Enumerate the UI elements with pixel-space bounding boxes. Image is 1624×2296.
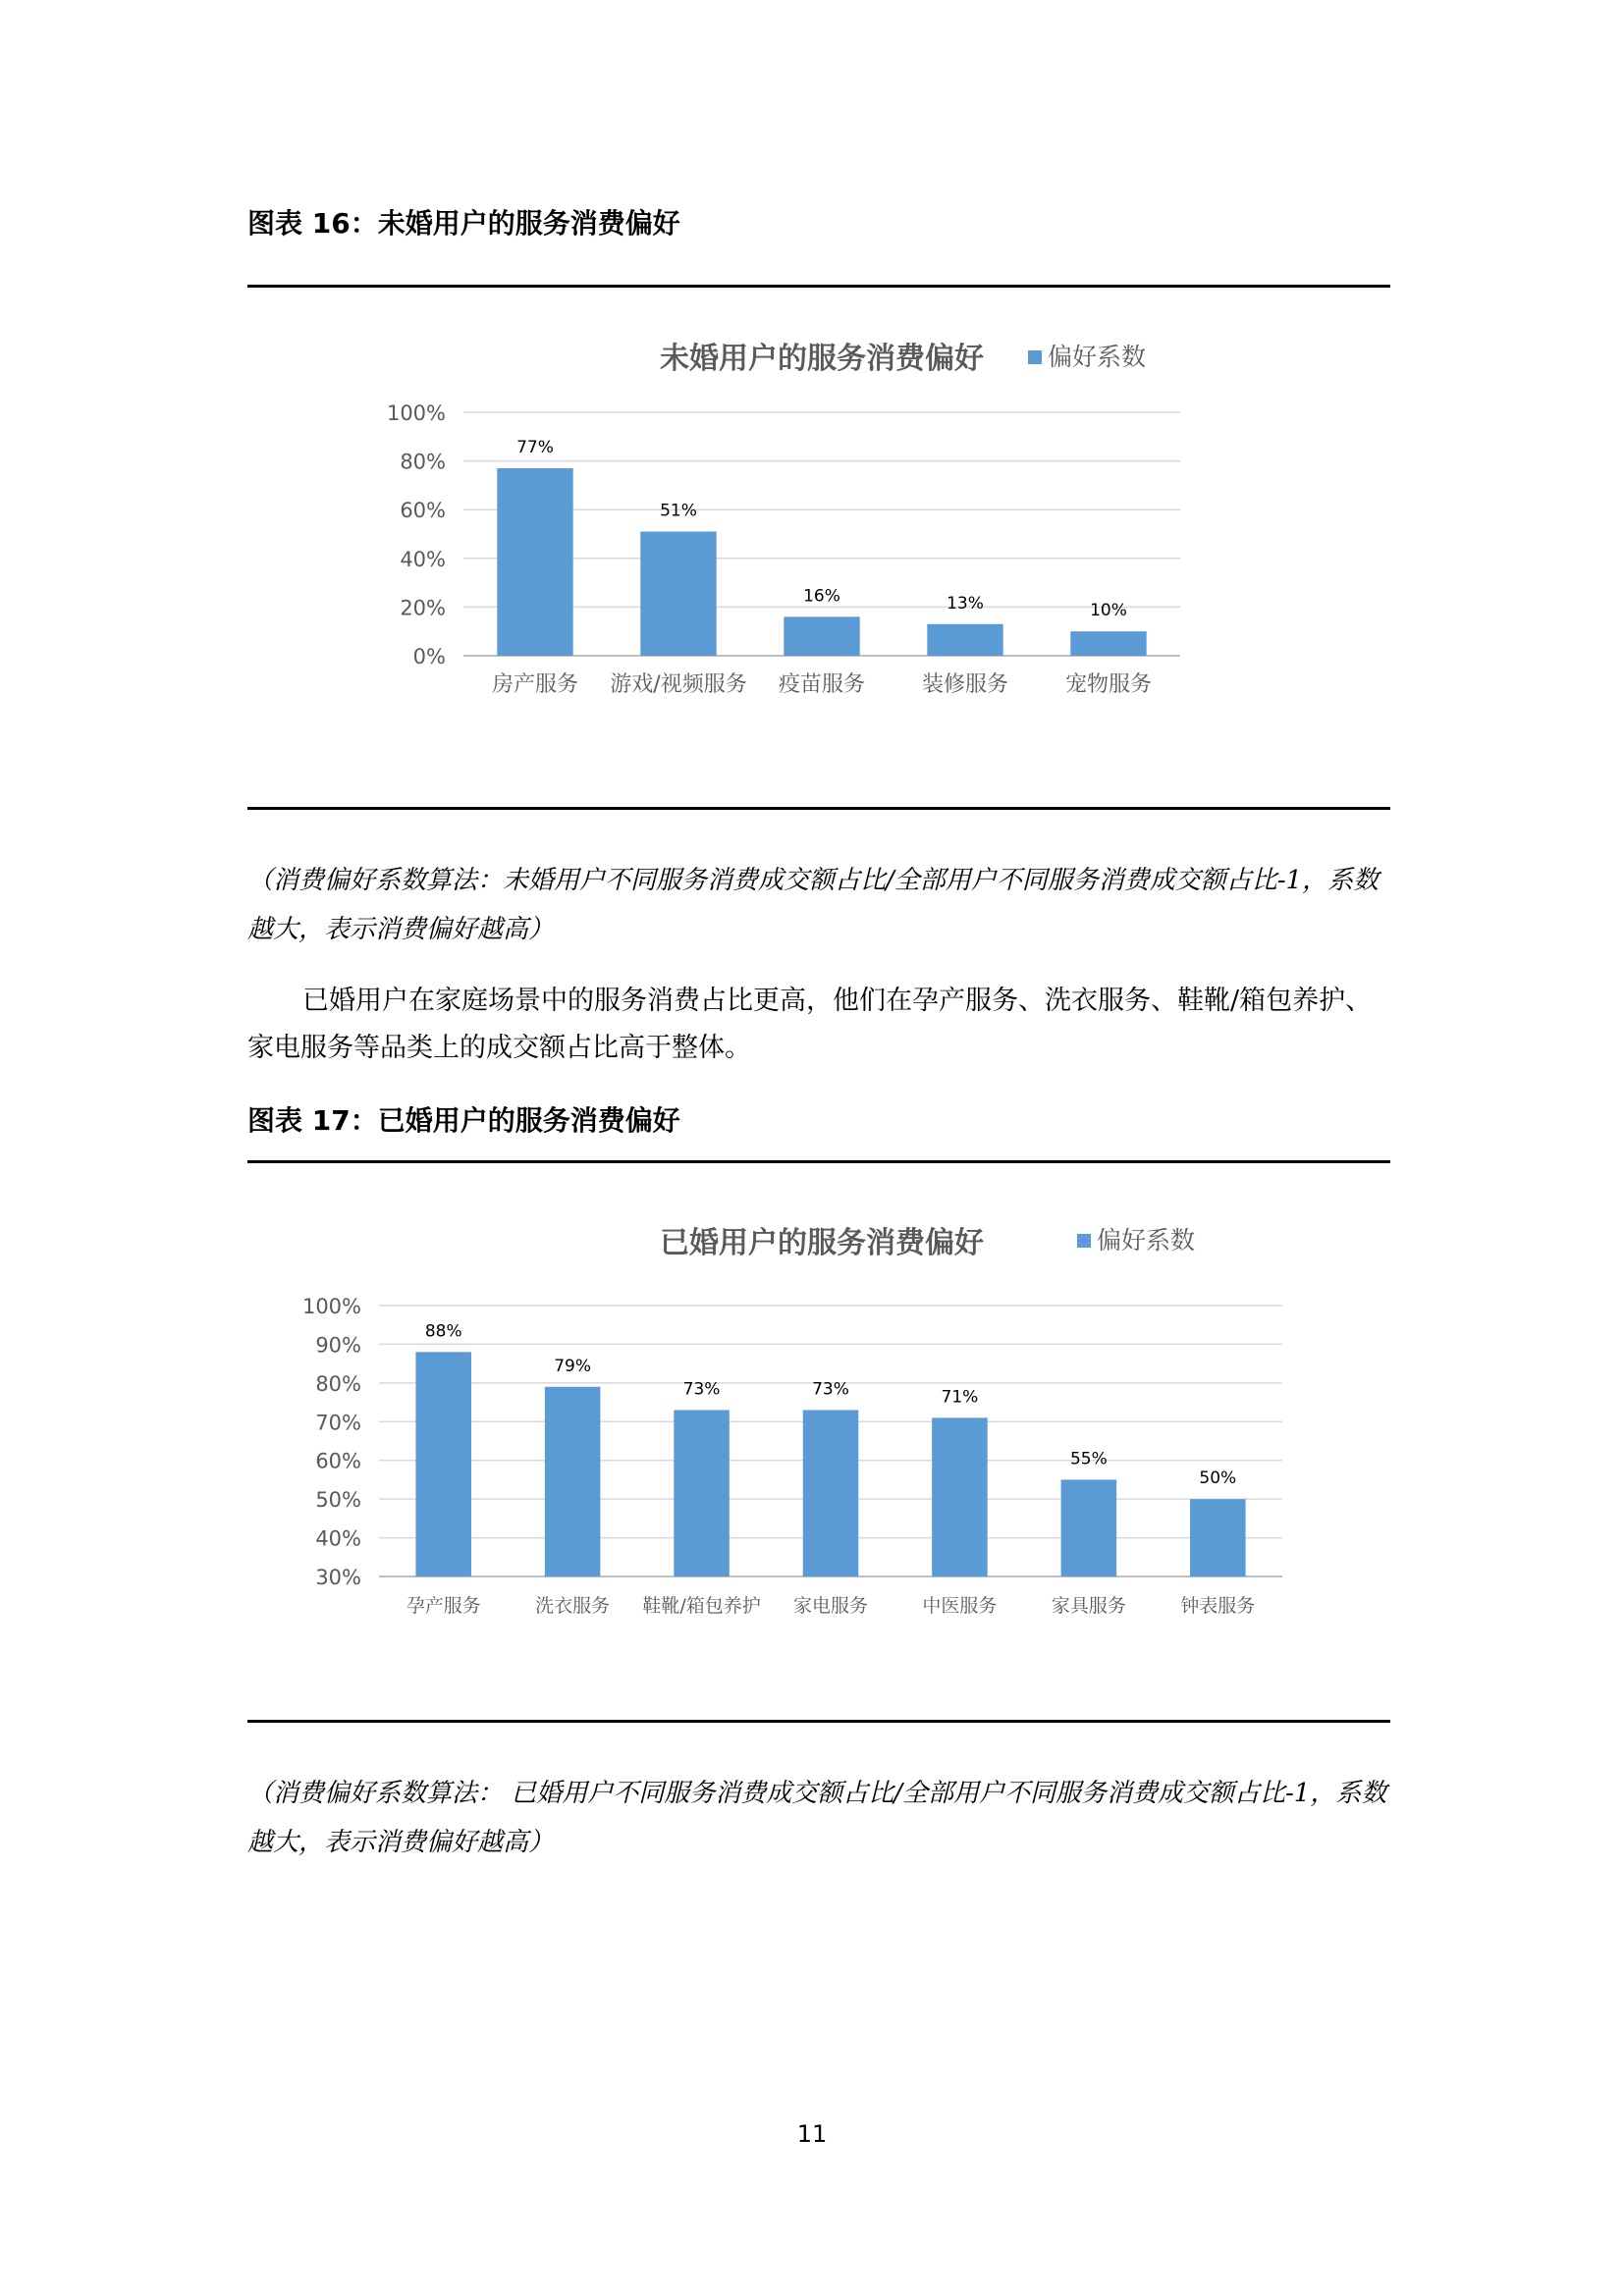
category-label: 疫苗服务 (778, 672, 866, 697)
category-label: 房产服务 (491, 672, 579, 697)
bar (415, 1352, 471, 1576)
bar (1190, 1499, 1246, 1576)
category-label: 洗衣服务 (535, 1595, 611, 1617)
category-label: 宠物服务 (1064, 672, 1153, 697)
data-label: 10% (1090, 601, 1127, 621)
chart-title: 已婚用户的服务消费偏好 (660, 1226, 984, 1260)
category-label: 家电服务 (792, 1595, 869, 1617)
category-label: 鞋靴/箱包养护 (642, 1595, 761, 1617)
y-tick-label: 90% (315, 1333, 361, 1358)
bar (932, 1417, 988, 1576)
y-tick-label: 20% (400, 596, 446, 620)
figure-16-top-rule (247, 285, 1390, 288)
y-tick-label: 100% (386, 401, 446, 425)
y-tick-label: 80% (400, 450, 446, 474)
chart-title: 未婚用户的服务消费偏好 (660, 342, 984, 376)
data-label: 13% (947, 593, 984, 614)
y-tick-label: 40% (315, 1526, 361, 1551)
data-label: 79% (554, 1356, 592, 1376)
bar (640, 532, 716, 656)
chart-married-preference (247, 1207, 1390, 1639)
category-label: 家具服务 (1051, 1595, 1126, 1617)
data-label: 50% (1199, 1468, 1237, 1489)
y-tick-label: 60% (400, 499, 446, 523)
bar (803, 1410, 859, 1576)
figure-16-note: （消费偏好系数算法：未婚用户不同服务消费成交额占比/全部用户不同服务消费成交额占比-1，系数越大，表示消费偏好越高） (247, 866, 1380, 944)
data-label: 73% (812, 1379, 849, 1400)
y-tick-label: 30% (315, 1566, 361, 1589)
bar (674, 1410, 730, 1576)
category-label: 装修服务 (921, 672, 1009, 697)
chart-unmarried-preference (247, 324, 1390, 785)
data-label: 51% (660, 501, 697, 521)
bar (545, 1387, 601, 1576)
figure-16-bottom-rule (247, 807, 1390, 810)
category-label: 中医服务 (922, 1595, 998, 1617)
page-number: 11 (796, 2120, 828, 2148)
data-label: 71% (941, 1387, 979, 1408)
legend-label: 偏好系数 (1048, 343, 1147, 371)
category-label: 钟表服务 (1180, 1595, 1256, 1617)
data-label: 88% (424, 1321, 462, 1342)
y-tick-label: 0% (412, 645, 446, 668)
data-label: 55% (1069, 1449, 1108, 1469)
data-label: 77% (516, 438, 554, 458)
y-tick-label: 70% (315, 1411, 361, 1435)
y-tick-label: 80% (315, 1371, 361, 1396)
figure-17-top-rule (247, 1160, 1390, 1163)
y-tick-label: 60% (315, 1449, 361, 1473)
y-tick-label: 100% (301, 1295, 361, 1318)
bar (497, 468, 572, 656)
bar (1061, 1479, 1117, 1576)
data-label: 16% (803, 586, 840, 607)
legend-label: 偏好系数 (1097, 1226, 1196, 1255)
bar (784, 616, 859, 656)
legend-swatch (1077, 1234, 1091, 1248)
legend-swatch (1028, 350, 1042, 364)
bar (927, 624, 1002, 656)
y-tick-label: 40% (400, 547, 446, 571)
data-label: 73% (682, 1379, 721, 1400)
figure-17-bottom-rule (247, 1720, 1390, 1723)
body-paragraph: 已婚用户在家庭场景中的服务消费占比更高，他们在孕产服务、洗衣服务、鞋靴/箱包养护、家电服务等品类上的成交额占比高于整体。 (247, 986, 1373, 1063)
category-label: 游戏/视频服务 (610, 672, 747, 697)
figure-17-caption: 图表 17：已婚用户的服务消费偏好 (247, 1104, 680, 1137)
figure-17-note: （消费偏好系数算法： 已婚用户不同服务消费成交额占比/全部用户不同服务消费成交额占比-1，系数越大，表示消费偏好越高） (247, 1779, 1387, 1857)
y-tick-label: 50% (315, 1488, 361, 1513)
bar (1070, 631, 1146, 656)
figure-16-caption: 图表 16：未婚用户的服务消费偏好 (247, 207, 680, 240)
category-label: 孕产服务 (406, 1595, 481, 1617)
